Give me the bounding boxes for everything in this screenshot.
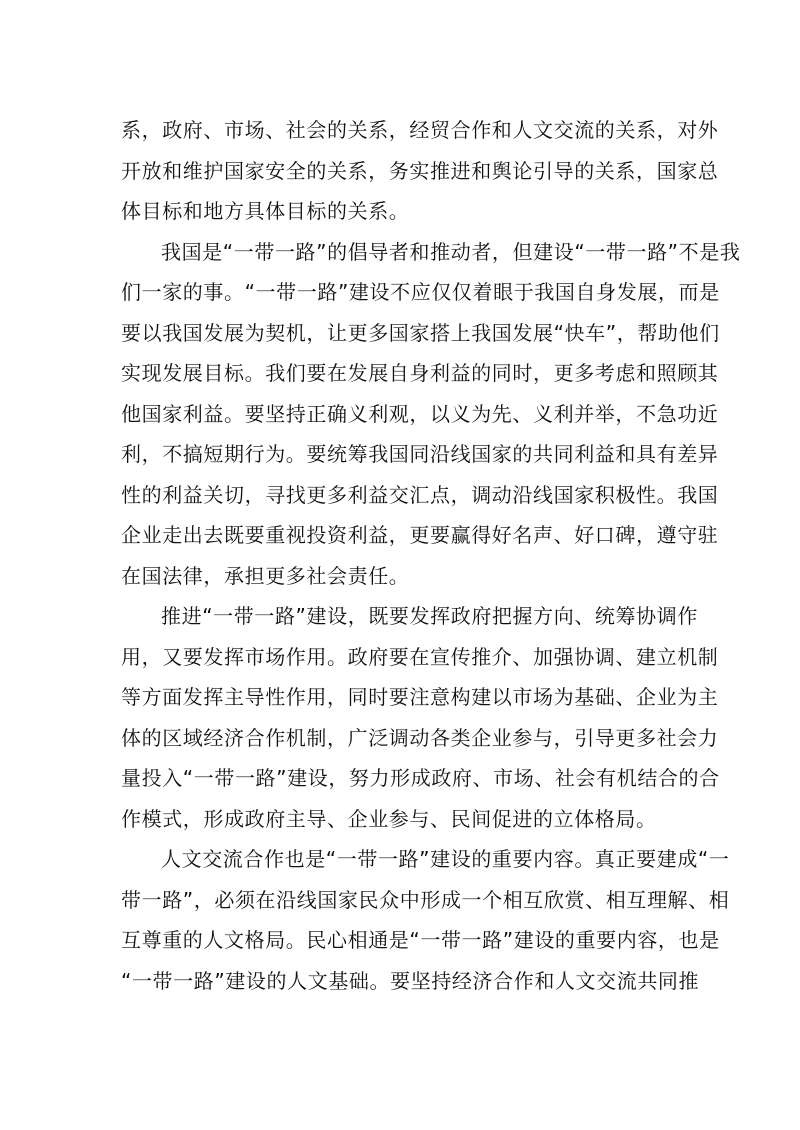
text-line: 作模式，形成政府主导、企业参与、民间促进的立体格局。 [121,806,657,831]
text-line: 开放和维护国家安全的关系，务实推进和舆论引导的关系，国家总 [121,158,719,183]
paragraph-start-line: 人文交流合作也是“一带一路”建设的重要内容。真正要建成“一 [161,847,730,871]
text-line: 在国法律，承担更多社会责任。 [121,563,410,588]
text-line: 等方面发挥主导性作用，同时要注意构建以市场为基础、企业为主 [121,685,719,709]
text-line: 体目标和地方具体目标的关系。 [121,199,410,223]
text-line: 们一家的事。“一带一路”建设不应仅仅着眼于我国自身发展，而是 [121,280,720,304]
document-body [121,110,741,1001]
text-line: 用，又要发挥市场作用。政府要在宣传推介、加强协调、建立机制 [121,644,719,669]
paragraph-start-line: 推进“一带一路”建设，既要发挥政府把握方向、统筹协调作 [161,604,698,628]
text-line: 他国家利益。要坚持正确义利观，以义为先、义利并举，不急功近 [121,401,719,426]
text-line: 带一路”，必须在沿线国家民众中形成一个相互欣赏、相互理解、相 [121,887,730,912]
text-line: 性的利益关切，寻找更多利益交汇点，调动沿线国家积极性。我国 [121,482,719,507]
text-line: 企业走出去既要重视投资利益，更要赢得好名声、好口碑，遵守驻 [121,523,719,547]
text-line: 系，政府、市场、社会的关系，经贸合作和人文交流的关系，对外 [121,118,719,142]
text-line: 实现发展目标。我们要在发展自身利益的同时，更多考虑和照顾其 [121,361,719,385]
text-line: “一带一路”建设的人文基础。要坚持经济合作和人文交流共同推 [121,968,700,993]
text-line: 体的区域经济合作机制，广泛调动各类企业参与，引导更多社会力 [121,725,719,750]
text-line: 要以我国发展为契机，让更多国家搭上我国发展“快车”，帮助他们 [121,320,720,345]
text-line: 利，不搞短期行为。要统筹我国同沿线国家的共同利益和具有差异 [121,442,719,466]
text-line: 互尊重的人文格局。民心相通是“一带一路”建设的重要内容，也是 [121,928,720,952]
paragraph-start-line: 我国是“一带一路”的倡导者和推动者，但建设“一带一路”不是我 [161,239,741,264]
text-line: 量投入“一带一路”建设，努力形成政府、市场、社会有机结合的合 [121,766,720,790]
